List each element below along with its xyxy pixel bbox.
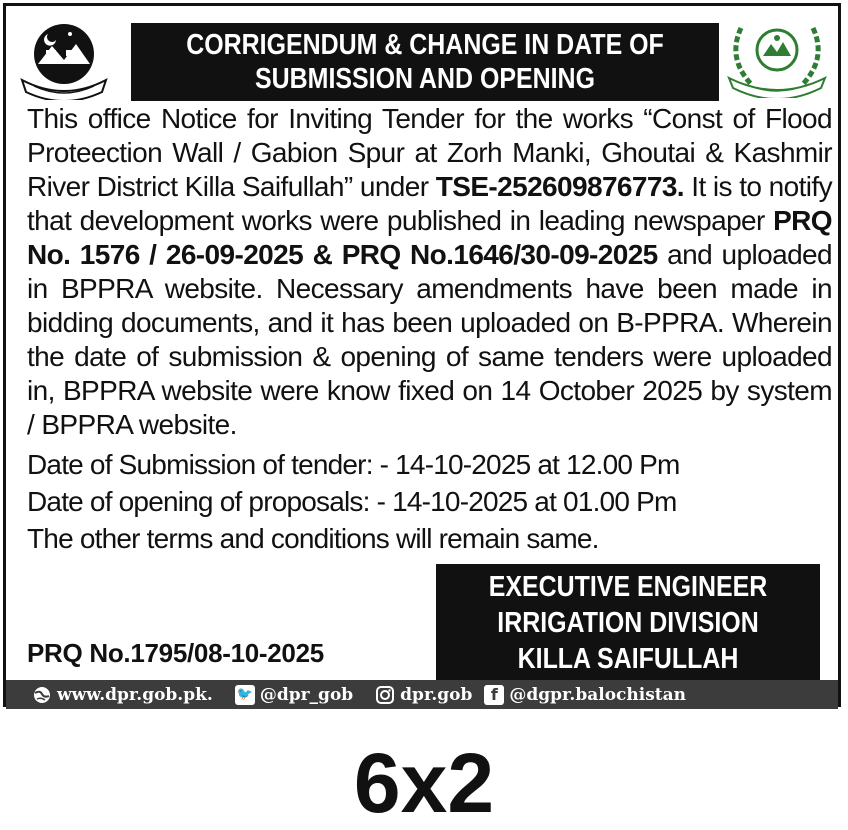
- dgpr-emblem-icon: [721, 18, 833, 98]
- twitter-icon: 🐦: [235, 685, 255, 705]
- prq-number: PRQ No.1795/08-10-2025: [27, 638, 324, 668]
- notice-frame: [3, 3, 841, 707]
- body-sentence-2: It is to notify that development works were published in leading newspaper: [27, 171, 832, 236]
- body-sentence-3: and uploaded in BPPRA website. Necessary amendments have been made in bidding documents, and it has been uploaded on B-PPRA. Wherein the date of submission & opening of same tenders were uploaded in, BPPRA website were know fixed on 14 October 2025 by system / BPPRA website.: [27, 239, 832, 440]
- facebook-icon: f: [484, 685, 504, 705]
- body-sentence-1: This office Notice for Inviting Tender for the works “Const of Flood Proteection Wall / Gabion Spur at Zorh Manki, Ghoutai & Kashmir River District Killa Saifullah” under: [27, 103, 832, 202]
- footer-facebook[interactable]: [484, 685, 686, 705]
- ad-size-label: 6x2: [353, 736, 495, 830]
- signature-block: [436, 564, 820, 682]
- submission-date: Date of Submission of tender: - 14-10-2025 at 12.00 Pm: [27, 449, 680, 480]
- schedule-block: [27, 446, 680, 557]
- signature-line-1: EXECUTIVE ENGINEER: [488, 571, 768, 603]
- prq-references: PRQ No. 1576 / 26-09-2025 & PRQ No.1646/30-09-2025: [27, 205, 832, 270]
- signature-line-2: IRRIGATION DIVISION: [497, 607, 759, 639]
- footer-twitter[interactable]: [235, 685, 353, 705]
- footer-bar: [6, 680, 838, 709]
- footer-instagram[interactable]: [375, 685, 472, 705]
- website-text: www.dpr.gob.pk.: [57, 684, 213, 705]
- title-line-2: SUBMISSION AND OPENING: [255, 63, 595, 95]
- globe-icon: [32, 685, 52, 705]
- title-line-1: CORRIGENDUM & CHANGE IN DATE OF: [186, 29, 664, 61]
- balochistan-emblem-icon: [18, 20, 110, 100]
- signature-line-3: KILLA SAIFULLAH: [517, 643, 739, 675]
- tse-reference: TSE-252609876773.: [435, 171, 684, 202]
- twitter-text: @dpr_gob: [259, 684, 354, 705]
- instagram-text: dpr.gob: [400, 684, 473, 705]
- notice-title-banner: [131, 23, 719, 101]
- opening-date: Date of opening of proposals: - 14-10-2025 at 01.00 Pm: [27, 486, 677, 517]
- notice-body: [27, 102, 832, 442]
- instagram-icon: [375, 685, 395, 705]
- facebook-text: @dgpr.balochistan: [509, 684, 687, 705]
- notice-paragraph: [27, 102, 832, 442]
- footer-website[interactable]: [32, 685, 213, 705]
- terms-note: The other terms and conditions will remain same.: [27, 523, 599, 554]
